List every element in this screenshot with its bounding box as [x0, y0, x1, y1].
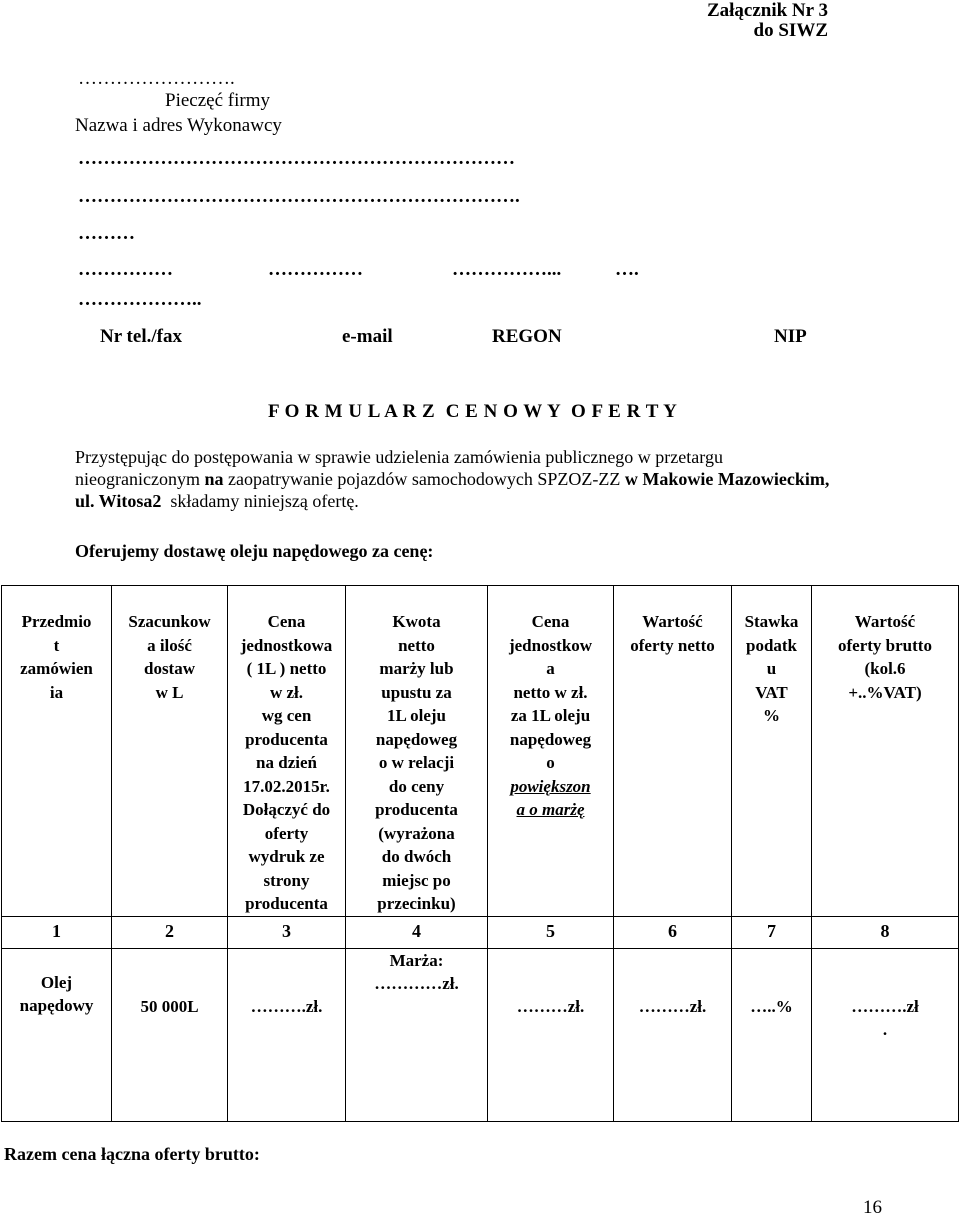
header-cell [228, 586, 346, 917]
vat-rate-field[interactable]: …..% [750, 996, 793, 1016]
header-quantity: Szacunkow a ilość dostaw w L [128, 612, 211, 702]
column-number: 6 [614, 916, 732, 948]
header-cell [812, 586, 959, 917]
contractor-dot-line-2: ……………………………………………………………. [78, 186, 520, 207]
header-cell [112, 586, 228, 917]
gross-value-field[interactable]: ……….zł . [851, 996, 919, 1039]
attachment-reference: do SIWZ [753, 20, 828, 41]
contractor-dot-line-3: ……… [78, 223, 135, 244]
data-cell [228, 948, 346, 1121]
header-margin: Kwota netto marży lub upustu za 1L oleju napędoweg o w relacji do ceny producenta (wyrażona do dwóch miejsc po przecinku) [375, 612, 458, 913]
column-number: 8 [812, 916, 959, 948]
margin-label: Marża: [389, 950, 444, 970]
item-name: Olej napędowy [19, 972, 94, 1015]
intro-text-2: na [204, 469, 224, 489]
contractor-dot-line-4c: ……………... [452, 259, 562, 280]
stamp-label: Pieczęć firmy [165, 90, 270, 111]
header-gross-value: Wartość oferty brutto (kol.6 +..%VAT) [838, 612, 932, 702]
intro-location: w Makowie Mazowieckim, ul. Witosa2 [75, 469, 830, 511]
column-number: 3 [228, 916, 346, 948]
column-number: 7 [732, 916, 812, 948]
contractor-name-label: Nazwa i adres Wykonawcy [75, 115, 282, 136]
contractor-dot-line-4a: …………… [78, 259, 173, 280]
contractor-dot-line-4d: …. [615, 259, 639, 280]
nip-label: NIP [774, 326, 807, 347]
regon-label: REGON [492, 326, 562, 347]
total-gross-label: Razem cena łączna oferty brutto: [4, 1144, 260, 1164]
tel-fax-label: Nr tel./fax [100, 326, 182, 347]
header-cell [732, 586, 812, 917]
table-row [2, 948, 959, 1121]
header-cell [614, 586, 732, 917]
data-cell [346, 948, 488, 1121]
intro-text-3: zaopatrywanie pojazdów samochodowych SPZOZ-ZZ [223, 469, 625, 489]
header-cell [2, 586, 112, 917]
intro-paragraph [75, 446, 835, 512]
column-number: 1 [2, 916, 112, 948]
net-unit-price-field[interactable]: ………zł. [516, 996, 585, 1016]
column-number: 4 [346, 916, 488, 948]
column-number-row [2, 916, 959, 948]
margin-field[interactable]: …………zł. [374, 974, 459, 993]
column-number: 5 [488, 916, 614, 948]
offer-line: Oferujemy dostawę oleju napędowego za cenę: [75, 541, 434, 561]
unit-price-field[interactable]: ……….zł. [250, 996, 323, 1016]
contractor-dot-line-1: …………………………………………………………… [78, 148, 515, 169]
email-label: e-mail [342, 326, 393, 347]
page-number: 16 [863, 1197, 882, 1216]
contractor-dot-line-5: ……………….. [78, 289, 202, 310]
net-value-field[interactable]: ………zł. [638, 996, 707, 1016]
header-net-value: Wartość oferty netto [630, 612, 715, 655]
data-cell [112, 948, 228, 1121]
form-title: F O R M U L A R Z C E N O W Y O F E R T Y [268, 401, 678, 422]
header-net-unit-price-emphasis: powiększon a o marżę [510, 776, 591, 819]
header-cell [346, 586, 488, 917]
contractor-dot-line-4b: …………… [268, 259, 363, 280]
header-vat-rate: Stawka podatk u VAT % [744, 612, 799, 725]
header-unit-price: Cena jednostkowa ( 1L ) netto w zł. wg cen producenta na dzień 17.02.2015r. Dołączyć do oferty wydruk ze strony producenta [240, 612, 333, 913]
stamp-dots: ……………………. [78, 68, 235, 89]
attachment-number: Załącznik Nr 3 [706, 0, 828, 21]
price-table [1, 585, 959, 1122]
data-cell [614, 948, 732, 1121]
header-subject: Przedmio t zamówien ia [20, 612, 93, 702]
data-cell [812, 948, 959, 1121]
column-number: 2 [112, 916, 228, 948]
header-net-unit-price: Cena jednostkow a netto w zł. za 1L oleju napędoweg o [508, 612, 593, 772]
quantity-value[interactable]: 50 000L [140, 996, 199, 1016]
data-cell [732, 948, 812, 1121]
header-row [2, 586, 959, 917]
data-cell [2, 948, 112, 1121]
intro-text-1: Przystępując do postępowania w sprawie udzielenia zamówienia publicznego w przetargu nieograniczonym [75, 447, 723, 489]
data-cell [488, 948, 614, 1121]
header-cell [488, 586, 614, 917]
intro-text-5: składamy niniejszą ofertę. [161, 491, 359, 511]
